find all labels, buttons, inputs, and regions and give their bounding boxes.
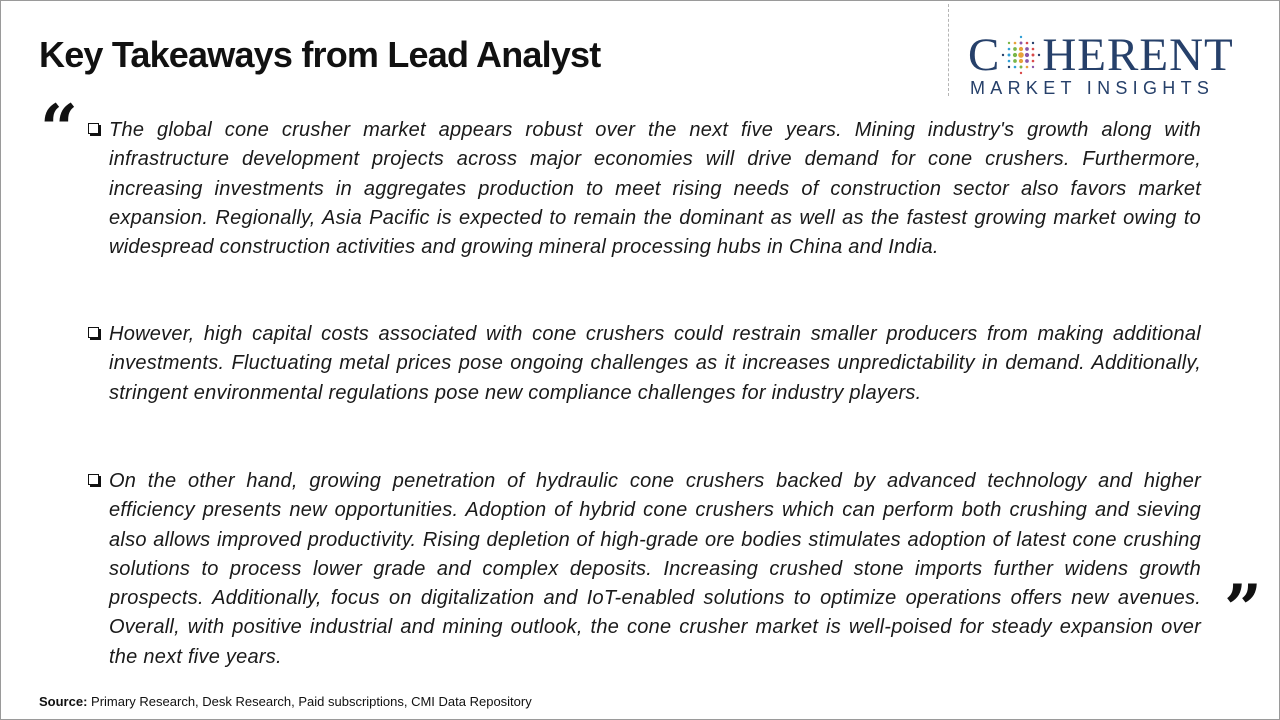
globe-dot [1014,47,1018,51]
globe-dot [1002,54,1004,56]
open-quote-icon: “ [40,90,78,168]
takeaway-text: However, high capital costs associated with cone crushers could restrain smaller producers from making additional investments. Fluctuating metal prices pose ongoing challenges as it increases unpredictability in demand. Additionally, stringent environmental regulations pose new compliance challenges for industry players. [109,323,1201,404]
globe-dot [1013,53,1017,57]
checkbox-bullet-icon [88,327,99,338]
globe-dot [1026,42,1029,45]
checkbox-bullet-icon [88,474,99,485]
globe-dot [1032,54,1035,57]
globe-dot [1019,52,1025,58]
logo-wordmark [968,30,1234,80]
takeaway-list [85,116,1201,672]
close-quote-icon: ” [1224,570,1262,648]
globe-dot [1026,47,1030,51]
logo-subtitle: MARKET INSIGHTS [970,78,1215,98]
globe-dot [1026,66,1029,69]
globe-icon [1001,33,1041,77]
globe-dot [1032,48,1035,51]
globe-dot [1014,66,1017,69]
globe-dot [1014,42,1017,45]
globe-dot [1019,59,1023,63]
takeaway-text: The global cone crusher market appears robust over the next five years. Mining industry's growth along with infrastructure development projects across major economies will drive demand for cone crushers. Furthermore, increasing investments in aggregates production to meet rising needs of construction sector also favors market expansion. Regionally, Asia Pacific is expected to remain the dominant as well as the fastest growing market owing to widespread construction activities and growing mineral processing hubs in China and India. [109,119,1201,259]
company-logo [968,30,1260,100]
logo-letters-herent: HERENT [1042,29,1234,81]
globe-dot [1025,53,1029,57]
globe-dot [1020,72,1022,74]
source-label: Source: [39,694,88,709]
takeaway-item [85,467,1201,672]
globe-dot [1008,60,1011,63]
header-divider [948,4,949,96]
globe-dot [1008,42,1010,44]
checkbox-bullet-icon [88,123,99,134]
globe-dot [1038,54,1040,56]
globe-dot [1008,54,1011,57]
globe-dot [1019,47,1023,51]
takeaway-item [85,320,1201,467]
logo-letter-c: C [968,29,1001,81]
source-text: Primary Research, Desk Research, Paid subscriptions, CMI Data Repository [87,694,532,709]
source-note [39,694,532,709]
globe-dot [1020,42,1023,45]
globe-dot [1032,66,1034,68]
globe-dot [1020,36,1022,38]
globe-dot [1032,42,1034,44]
page-title: Key Takeaways from Lead Analyst [39,34,601,75]
globe-dot [1020,66,1023,69]
takeaway-text: On the other hand, growing penetration of hydraulic cone crushers backed by advanced technology and higher efficiency presents new opportunities. Adoption of hybrid cone crushers which can perform both crushing and sieving also allows improved productivity. Rising depletion of high-grade ore bodies stimulates adoption of latest cone crushing solutions to process lower grade and complex deposits. Increasing crushed stone imports further widens growth prospects. Additionally, focus on digitalization and IoT-enabled solutions to optimize operations offers new avenues. Overall, with positive industrial and mining outlook, the cone crusher market is well-poised for steady expansion over the next five years. [109,470,1201,668]
globe-dot [1014,59,1018,63]
takeaway-item [85,116,1201,320]
globe-dot [1008,66,1010,68]
globe-dot [1008,48,1011,51]
globe-dot [1032,60,1035,63]
globe-dot [1026,59,1030,63]
